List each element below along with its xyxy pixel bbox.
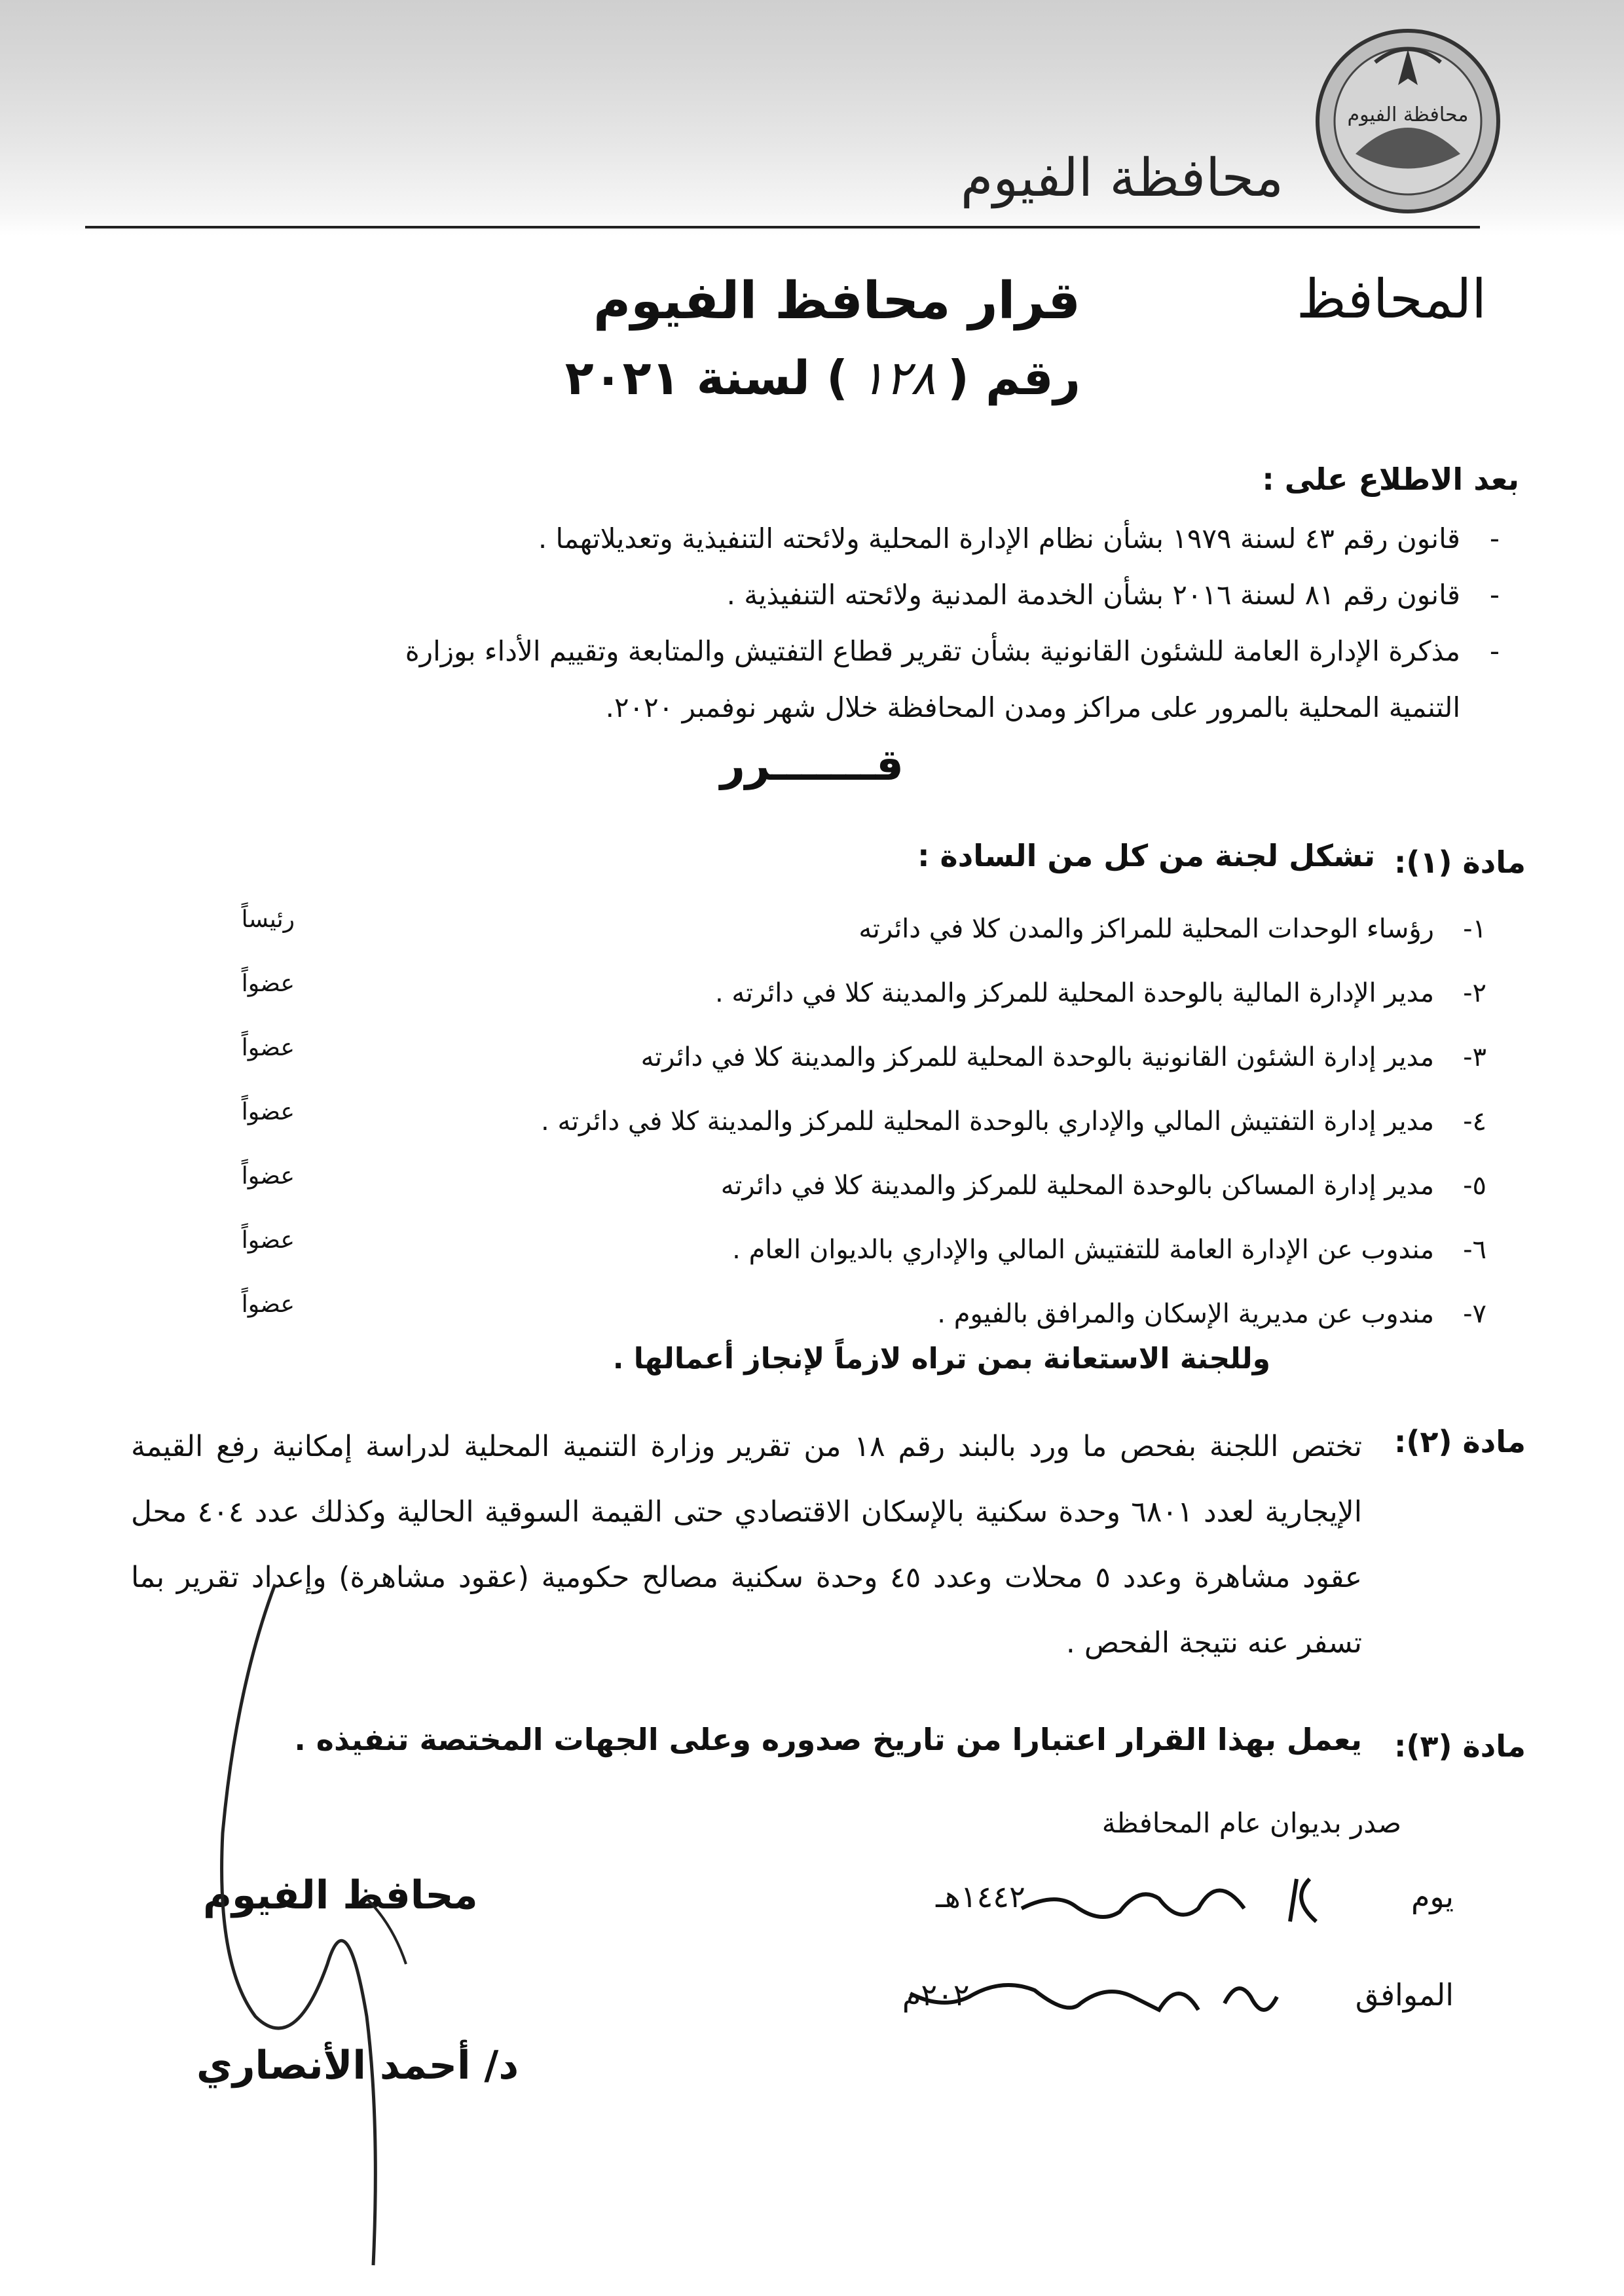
committee-member — [242, 1089, 1486, 1154]
member-role: رئيساً — [241, 905, 295, 933]
committee-member — [242, 1282, 1486, 1346]
member-index: ١- — [1463, 914, 1486, 944]
decree-number-value: ١٢٨ — [859, 350, 936, 405]
preamble-item — [190, 511, 1500, 567]
committee-member — [242, 1025, 1486, 1089]
bullet-dash: - — [1489, 635, 1500, 667]
member-index: ٤- — [1463, 1106, 1486, 1137]
header-divider — [85, 226, 1480, 228]
greg-suffix: ٢٠٢م — [902, 1977, 970, 2013]
issued-place: صدر بديوان عام المحافظة — [1101, 1807, 1401, 1839]
logo-text: محافظة الفيوم — [1347, 103, 1469, 126]
preamble-item — [190, 623, 1500, 680]
member-text: مدير إدارة التفتيش المالي والإداري بالوحدة المحلية للمركز والمدينة كلا في دائرته . — [541, 1106, 1434, 1137]
member-index: ٧- — [1463, 1299, 1486, 1329]
bullet-dash: - — [1489, 579, 1500, 611]
article-1-intro: تشكل لجنة من كل من السادة : — [917, 838, 1375, 873]
decree-number-suffix: ) لسنة ٢٠٢١ — [564, 350, 848, 405]
governor-label: المحافظ — [1296, 268, 1486, 331]
hijri-suffix: ١٤٤٢هـ — [936, 1879, 1025, 1914]
committee-member — [242, 1154, 1486, 1218]
committee-note: وللجنة الاستعانة بمن تراه لازماً لإنجاز أعمالها . — [612, 1342, 1270, 1376]
governorate-logo — [1310, 23, 1506, 219]
article-1-label: مادة (١): — [1393, 845, 1526, 880]
committee-member — [242, 897, 1486, 961]
member-text: مدير إدارة الشئون القانونية بالوحدة المحلية للمركز والمدينة كلا في دائرته — [640, 1042, 1434, 1072]
preamble-item-text: مذكرة الإدارة العامة للشئون القانونية بشأن تقرير قطاع التفتيش والمتابعة وتقييم الأداء بوزارة — [405, 635, 1460, 667]
decided-heading: قـــــــرر — [720, 740, 904, 790]
member-index: ٣- — [1463, 1042, 1486, 1072]
member-text: مدير إدارة المساكن بالوحدة المحلية للمركز والمدينة كلا في دائرته — [720, 1171, 1434, 1201]
bullet-dash: - — [1489, 522, 1500, 555]
governor-title: محافظ الفيوم — [203, 1872, 478, 1918]
member-role: عضواً — [241, 970, 295, 997]
article-3-text: يعمل بهذا القرار اعتبارا من تاريخ صدوره وعلى الجهات المختصة تنفيذه . — [294, 1722, 1362, 1757]
article-2-text: تختص اللجنة بفحص ما ورد بالبند رقم ١٨ من تقرير وزارة التنمية المحلية لدراسة إمكانية رفع القيمة الإيجارية لعدد ٦٨٠١ وحدة سكنية بالإسكان الاقتصادي حتى القيمة السوقية الحالية وكذلك عدد ٤٠٤ محل عقود مشاهرة وعدد ٥ محلات وعدد ٤٥ وحدة سكنية مصالح حكومية (عقود مشاهرة) وإعداد تقرير بما تسفر عنه نتيجة الفحص . — [131, 1430, 1363, 1660]
preamble-item-text: قانون رقم ٤٣ لسنة ١٩٧٩ بشأن نظام الإدارة المحلية ولائحته التنفيذية وتعديلاتهما . — [538, 522, 1460, 555]
handwritten-signature — [196, 1558, 655, 2278]
decree-number-prefix: رقم ( — [947, 350, 1080, 405]
preamble-list — [190, 511, 1500, 736]
handwritten-hijri-date — [982, 1859, 1336, 1938]
preamble-item-text: التنمية المحلية بالمرور على مراكز ومدن المحافظة خلال شهر نوفمبر ٢٠٢٠. — [605, 691, 1460, 723]
committee-member — [242, 961, 1486, 1025]
decree-title: قرار محافظ الفيوم — [593, 272, 1080, 331]
preamble-item — [190, 567, 1500, 623]
governor-name: د/ أحمد الأنصاري — [196, 2043, 519, 2088]
member-text: مندوب عن الإدارة العامة للتفتيش المالي والإداري بالديوان العام . — [732, 1235, 1434, 1265]
member-index: ٦- — [1463, 1235, 1486, 1265]
member-roles — [196, 887, 295, 1336]
preamble-item-text: قانون رقم ٨١ لسنة ٢٠١٦ بشأن الخدمة المدنية ولائحته التنفيذية . — [726, 579, 1460, 611]
member-text: مندوب عن مديرية الإسكان والمرافق بالفيوم . — [937, 1299, 1434, 1329]
article-3-label: مادة (٣): — [1393, 1728, 1526, 1764]
member-role: عضواً — [241, 1034, 295, 1061]
committee-members — [242, 897, 1486, 1346]
member-index: ٥- — [1463, 1171, 1486, 1201]
member-text: مدير الإدارة المالية بالوحدة المحلية للمركز والمدينة كلا في دائرته . — [715, 978, 1434, 1008]
preamble-item-continuation — [190, 680, 1500, 736]
decree-number — [565, 350, 1080, 405]
member-role: عضواً — [241, 1226, 295, 1254]
governorate-name: محافظة الفيوم — [960, 147, 1283, 208]
preamble-heading: بعد الاطلاع على : — [1262, 462, 1519, 497]
greg-prefix: الموافق — [1355, 1977, 1454, 2013]
member-role: عضواً — [241, 1162, 295, 1190]
member-role: عضواً — [241, 1290, 295, 1318]
committee-member — [242, 1218, 1486, 1282]
member-text: رؤساء الوحدات المحلية للمراكز والمدن كلا في دائرته — [858, 914, 1434, 944]
day-prefix: يوم — [1411, 1879, 1454, 1914]
member-role: عضواً — [241, 1098, 295, 1125]
handwritten-gregorian-date — [871, 1958, 1329, 2043]
article-2-label: مادة (٢): — [1393, 1424, 1526, 1459]
member-index: ٢- — [1463, 978, 1486, 1008]
